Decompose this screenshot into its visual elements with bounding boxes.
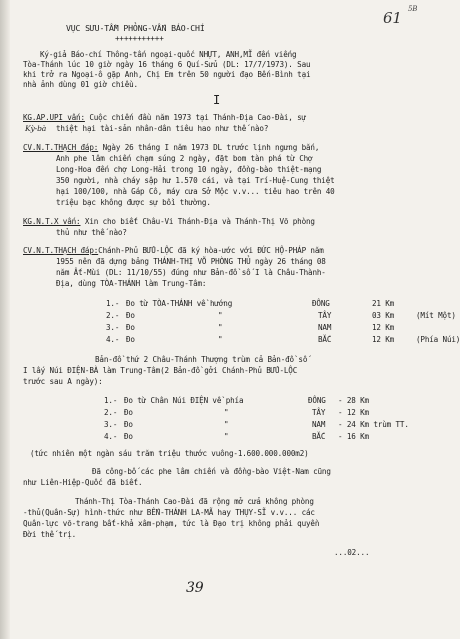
intro-line: khi trở ra Ngoại-ô gặp Anh, Chị Em trên 50 người đạo Bến-Bình tại [23,70,311,79]
question-2-line: thủ như thế nào? [56,228,127,237]
answer-2-line: Địa, dùng TÒA-THÁNH làm Trung-Tâm: [56,279,207,288]
paragraph-2-line: Bản-đồ thứ 2 Châu-Thánh Thượng trùm cả Bản-đồ số [95,355,308,364]
answer-2-line [23,246,324,255]
answer-2-text: Chánh-Phủ BỬU-LỘC đã ký hòa-ước với ĐỨC HỘ-PHÁP năm [98,246,324,255]
answer-2-label: CV.N.T.THẠCH đáp: [23,246,99,255]
margin-note: Kỳ-bà [25,124,47,133]
answer-1-line: triệu bạc không được sự bồi thường. [56,198,211,207]
answer-1-text: Ngày 26 tháng I năm 1973 DL trước lịnh ngưng bắn, [98,143,320,152]
paragraph-5-line: -thủ(Quân-Sự) hình-thức như BẾN-THÁNH LA-MÃ hay THỤY-SĨ v.v... các [23,508,315,517]
answer-1-line: 350 người, nhà cháy sập hư 1.570 cái, và tại Trí-Huệ-Cung thiệt [56,176,335,185]
paragraph-4-line: Đã công-bố các phe lâm chiến và đồng-bào Việt-Nam cũng [92,467,331,476]
page-edge-shadow [0,0,10,639]
corner-note: 61 [383,9,402,27]
intro-line: Tòa-Thánh lúc 10 giờ ngày 16 tháng 6 Quí-Sửu (DL: 17/7/1973). Sau [23,60,311,69]
question-1-text: Cuộc chiến đầu năm 1973 tại Thánh-Địa Cao-Đài, sự [84,113,306,122]
question-1-label: KG.AP.UPI vấn: [23,113,85,122]
question-1-line: thiệt hại tài-sản nhân-dân tiêu hao như thế nào? [56,124,269,133]
paragraph-2-line: trước sau A ngày): [23,377,103,386]
question-2-line [23,217,315,226]
document-title: VỤC SƯU-TẦM PHỎNG-VẤN BÁO-CHÍ [66,23,205,33]
answer-2-line: năm Ất-Mùi (DL: 11/10/55) đúng như Bản-đồ số I là Châu-Thành- [56,268,326,277]
answer-1-label: CV.N.T.THẠCH đáp: [23,143,99,152]
paragraph-5-line: Quân-lực võ-trang bất-khả xâm-phạm, tức là Đạo trị không phải quyền [23,519,320,528]
paragraph-5-line: Đời thế trị. [23,530,77,539]
answer-1-line [23,143,319,152]
page-number: 39 [186,580,204,596]
paragraph-3: (tức nhiên một ngàn sáu trăm triệu thước vuông-1.600.000.000m2) [30,449,309,458]
answer-1-line: Long-Hoa đến chợ Long-Hải trong 10 ngày, đồng-bào thiệt-mạng [56,165,322,174]
title-dashes: +++++++++++ [115,34,164,43]
question-2-label: KG.N.T.X vấn: [23,217,81,226]
paragraph-5-line: Thánh-Thị Tòa-Thánh Cao-Đài đã rộng mở cửa không phòng [75,497,314,506]
paragraph-4-line: như Liên-Hiệp-Quốc đã biết. [23,478,143,487]
question-1-line [23,113,306,122]
answer-1-line: hại 100/100, nhà Gáp Cô, máy cưa Sở Mộc v.v... tiêu hao trên 40 [56,187,335,196]
section-number: I [213,93,221,107]
answer-1-line: Anh phe lâm chiến chạm súng 2 ngày, đặt bom tàn phá từ Chợ [56,154,313,163]
intro-line: Ký-giả Báo-chí Thông-tấn ngoại-quốc NHỰT, ANH,MĨ đến viếng [40,50,297,59]
document-page: 61 5B VỤC SƯU-TẦM PHỎNG-VẤN BÁO-CHÍ +++++++++++ Ký-giả Báo-chí Thông-tấn ngoại-quốc NHỰT, ANH,MĨ đến viếng Tòa-Thánh lúc 10 giờ ngày 16 tháng 6 Quí-Sửu (DL: 17/7/1973). Sau khi trở ra Ngoại-ô gặp Anh, Chị Em trên 50 người đạo Bến-Bình tại nhà ảnh dùng 01 giờ chiều. I KG.AP.UPI vấn: Cuộc chiến đầu năm 1973 tại Thánh-Địa Cao-Đài, sự Kỳ-bà thiệt hại tài-sản nhân-dân tiêu hao như thế nào? CV.N.T.THẠCH đáp: Ngày 26 tháng I năm 1973 DL trước lịnh ngưng bắn, Anh phe lâm chiến chạm súng 2 ngày, đặt bom tàn phá từ Chợ Long-Hoa đến chợ Long-Hải trong 10 ngày, đồng-bào thiệt-mạng 350 người, nhà cháy sập hư 1.570 cái, và tại Trí-Huệ-Cung thiệt hại 100/100, nhà Gáp Cô, máy cưa Sở Mộc v.v... tiêu hao trên 40 triệu bạc không được sự bồi thường. KG.N.T.X vấn: Xin cho biết Châu-Vi Thánh-Địa và Thánh-Thị Võ phòng thủ như thế nào? CV.N.T.THẠCH đáp:Chánh-Phủ BỬU-LỘC đã ký hòa-ước với ĐỨC HỘ-PHÁP năm 1955 nên đã dựng bảng THÁNH-THỊ VÕ PHÒNG THỦ ngày 26 tháng 08 năm Ất-Mùi (DL: 11/10/55) đúng như Bản-đồ số I là Châu-Thành- Địa, dùng TÒA-THÁNH làm Trung-Tâm: 1.- Đo từ TÒA-THÁNH về hướng ĐÔNG 21 Km 2.- Đo " TÂY 03 Km (Mít Một) 3.- Đo " NAM 12 Km 4.- Đo " BẮC 12 Km (Phía Núi) Bản-đồ thứ 2 Châu-Thánh Thượng trùm cả Bản-đồ số I lấy Núi ĐIỆN-BÀ làm Trung-Tâm(2 Bản-đồ gởi Chánh-Phủ BỬU-LỘC trước sau A ngày): 1.- Đo từ Chân Núi ĐIỆN về phía ĐÔNG - 28 Km 2.- Đo " TÂY - 12 Km 3.- Đo " NAM - 24 Km trùm TT. 4.- Đo " BẮC - 16 Km (tức nhiên một ngàn sáu trăm triệu thước vuông-1.600.000.000m2) Đã công-bố các phe lâm chiến và đồng-bào Việt-Nam cũng như Liên-Hiệp-Quốc đã biết. Thánh-Thị Tòa-Thánh Cao-Đài đã rộng mở cửa không phòng -thủ(Quân-Sự) hình-thức như BẾN-THÁNH LA-MÃ hay THỤY-SĨ v.v... các Quân-lực võ-trang bất-khả xâm-phạm, tức là Đạo trị không phải quyền Đời thế trị. ...02... 39 [0,0,452,639]
continued-marker: ...02... [334,548,370,557]
intro-line: nhà ảnh dùng 01 giờ chiều. [23,80,138,89]
corner-note-small: 5B [408,5,418,13]
answer-2-line: 1955 nên đã dựng bảng THÁNH-THỊ VÕ PHÒNG THỦ ngày 26 tháng 08 [56,257,326,266]
question-2-text: Xin cho biết Châu-Vi Thánh-Địa và Thánh-Thị Võ phòng [80,217,315,226]
paragraph-2-line: I lấy Núi ĐIỆN-BÀ làm Trung-Tâm(2 Bản-đồ gởi Chánh-Phủ BỬU-LỘC [23,366,298,375]
